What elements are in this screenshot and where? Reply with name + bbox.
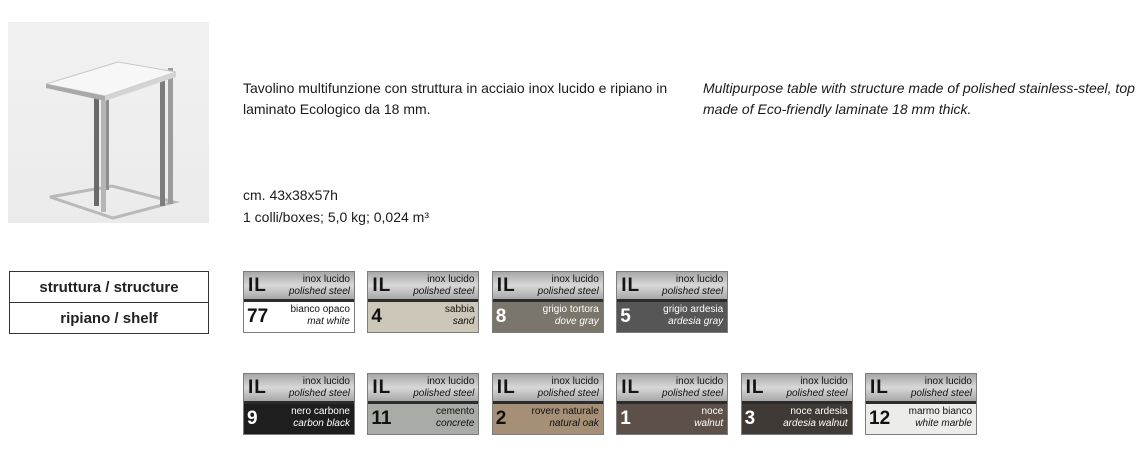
finish-swatch [616,373,728,435]
shelf-name-en: white marble [915,418,972,429]
structure-code: IL [496,275,516,296]
structure-finish [617,272,727,302]
structure-finish [617,374,727,404]
structure-code: IL [496,377,516,398]
shelf-code: 4 [371,306,382,327]
structure-name-en: polished steel [537,388,599,399]
structure-code: IL [248,275,267,296]
shelf-code: 77 [247,306,269,327]
finish-swatch [865,373,977,435]
shelf-code: 5 [620,306,631,327]
shelf-name-en: ardesia gray [668,316,724,327]
shelf-finish [493,302,603,332]
structure-name-it: inox lucido [924,376,972,387]
dimensions: cm. 43x38x57h [243,187,338,203]
packaging-info: 1 colli/boxes; 5,0 kg; 0,024 m³ [243,209,429,225]
structure-name-en: polished steel [413,388,475,399]
shelf-code: 9 [247,408,258,429]
structure-finish [244,272,354,302]
shelf-name-it: grigio ardesia [663,304,724,315]
description-english: Multipurpose table with structure made of polished stainless-steel, top made of Eco-friendly laminate 18 mm thick. [703,80,1135,117]
shelf-name-en: ardesia walnut [783,418,848,429]
structure-finish [244,374,354,404]
legend-shelf: ripiano / shelf [10,302,208,333]
structure-code: IL [372,377,392,398]
product-specs [243,184,429,228]
structure-name-en: polished steel [413,286,475,297]
structure-name-it: inox lucido [800,376,848,387]
structure-name-it: inox lucido [427,274,475,285]
shelf-code: 2 [495,408,507,429]
structure-name-it: inox lucido [302,376,350,387]
shelf-name-en: natural oak [549,418,599,429]
structure-code: IL [745,377,765,398]
finish-swatch [492,271,604,333]
side-table-illustration [8,22,209,223]
shelf-code: 8 [495,306,507,327]
shelf-finish [617,302,727,332]
shelf-name-it: noce ardesia [790,406,848,417]
shelf-name-it: sabbia [444,304,475,315]
structure-code: IL [870,377,889,398]
shelf-code: 3 [744,408,756,429]
finish-swatch [243,373,355,435]
structure-code: IL [621,275,641,296]
structure-name-it: inox lucido [551,274,599,285]
shelf-name-en: walnut [694,418,724,429]
shelf-code: 1 [620,408,631,429]
structure-name-en: polished steel [288,388,350,399]
structure-finish [368,272,478,302]
shelf-name-en: dove gray [554,316,599,327]
shelf-name-it: rovere naturale [531,406,599,417]
structure-name-en: polished steel [786,388,848,399]
finish-swatch [367,271,479,333]
structure-code: IL [248,377,267,398]
shelf-name-it: cemento [436,406,475,417]
finish-swatch [243,271,355,333]
shelf-finish [617,404,727,434]
shelf-name-en: sand [452,316,475,327]
structure-finish [368,374,478,404]
legend-structure: struttura / structure [39,278,179,296]
structure-finish [493,374,603,404]
structure-finish [866,374,976,404]
shelf-name-en: mat white [307,316,350,327]
shelf-finish [368,302,478,332]
structure-code: IL [372,275,392,296]
shelf-finish [866,404,976,434]
structure-name-it: inox lucido [675,274,724,285]
structure-finish [742,374,852,404]
structure-finish [493,272,603,302]
shelf-code: 11 [371,408,392,429]
shelf-finish [368,404,478,434]
shelf-finish [244,404,354,434]
structure-name-en: polished steel [537,286,599,297]
structure-name-it: inox lucido [302,274,350,285]
shelf-name-it: marmo bianco [908,406,972,417]
shelf-name-it: grigio tortora [542,304,599,315]
finish-swatch [616,271,728,333]
structure-name-it: inox lucido [675,376,724,387]
shelf-name-it: noce [701,406,724,417]
shelf-name-it: nero carbone [291,406,350,417]
shelf-code: 12 [869,408,891,429]
description-italian: Tavolino multifunzione con struttura in acciaio inox lucido e ripiano in laminato Ecologico da 18 mm. [243,80,668,117]
finish-swatch [741,373,853,435]
shelf-name-en: concrete [436,418,475,429]
ghost-mark [330,30,382,44]
structure-code: IL [621,377,641,398]
finish-legend [9,271,209,334]
structure-name-en: polished steel [910,388,972,399]
shelf-finish [742,404,852,434]
structure-name-it: inox lucido [551,376,599,387]
shelf-name-en: carbon black [293,418,350,429]
finish-swatch [367,373,479,435]
structure-name-en: polished steel [662,388,724,399]
shelf-name-it: bianco opaco [290,304,350,315]
structure-name-en: polished steel [662,286,724,297]
shelf-finish [493,404,603,434]
structure-name-en: polished steel [288,286,350,297]
finish-swatch [492,373,604,435]
shelf-finish [244,302,354,332]
product-photo [8,22,209,223]
structure-name-it: inox lucido [427,376,475,387]
